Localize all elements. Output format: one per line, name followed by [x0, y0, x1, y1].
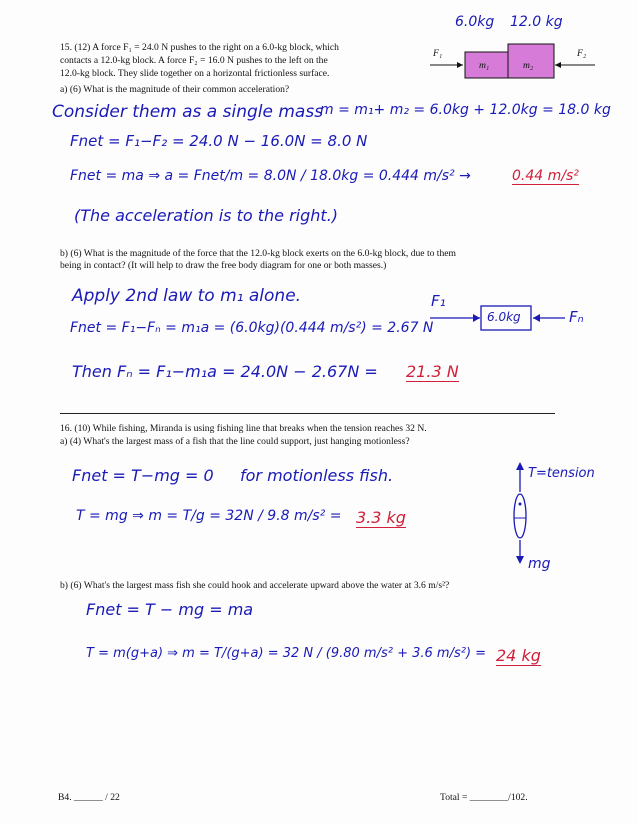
q15-prompt-line-1: 15. (12) A force F₁ = 24.0 N pushes to the right on a 6.0-kg block, which: [60, 42, 339, 53]
fish-free-body-diagram: [500, 456, 630, 586]
q15b-free-body-diagram: [425, 288, 605, 348]
q16a-answer: 3.3 kg: [356, 508, 406, 527]
fbd-block-label: 6.0kg: [487, 310, 521, 324]
fbd-fn-label: Fₙ: [569, 308, 584, 326]
figure-force1-label: F₁: [433, 48, 443, 59]
q15-part-b-question-line-2: being in contact? (It will help to draw the free body diagram for one or both masses.): [60, 260, 387, 271]
fish-weight-label: mg: [528, 556, 551, 572]
q16-prompt: 16. (10) While fishing, Miranda is using fishing line that breaks when the tension reaches 32 N.: [60, 423, 427, 434]
figure-block1-label: m₁: [479, 60, 490, 71]
q15a-work-line-4: (The acceleration is to the right.): [74, 206, 339, 225]
q15a-work-line-2: Fnet = F₁−F₂ = 24.0 N − 16.0N = 8.0 N: [70, 132, 368, 150]
q15a-answer: 0.44 m/s²: [512, 168, 579, 184]
q16a-work-line-1-left: Fnet = T−mg = 0: [72, 466, 214, 485]
q16b-work-line-1: Fnet = T − mg = ma: [86, 600, 254, 619]
q16b-answer: 24 kg: [496, 646, 541, 665]
fish-tension-label: T=tension: [528, 466, 595, 481]
question-divider: [60, 413, 555, 414]
figure-mass1-label: 6.0kg: [455, 14, 495, 30]
q16-part-a-question: a) (4) What's the largest mass of a fish that the line could support, just hanging motionless?: [60, 436, 410, 447]
q15-prompt-line-2: contacts a 12.0-kg block. A force F₂ = 16.0 N pushes to the left on the: [60, 55, 328, 66]
q15-prompt-line-3: 12.0-kg block. They slide together on a horizontal frictionless surface.: [60, 68, 330, 79]
q16a-work-line-2: T = mg ⇒ m = T/g = 32N / 9.8 m/s² =: [76, 508, 342, 524]
q15-part-b-question-line-1: b) (6) What is the magnitude of the force that the 12.0-kg block exerts on the 6.0-kg block, due to them: [60, 248, 456, 259]
q15b-work-line-2: Fnet = F₁−Fₙ = m₁a = (6.0kg)(0.444 m/s²) = 2.67 N: [70, 320, 434, 336]
q15b-work-line-3: Then Fₙ = F₁−m₁a = 24.0N − 2.67N =: [72, 362, 378, 381]
q15a-work-line-1-right: m = m₁+ m₂ = 6.0kg + 12.0kg = 18.0 kg: [320, 102, 611, 118]
q15b-answer: 21.3 N: [406, 362, 459, 381]
q16-part-b-question: b) (6) What's the largest mass fish she could hook and accelerate upward above the water at 3.6 m/s²?: [60, 580, 450, 591]
q15a-work-line-1-left: Consider them as a single mass: [52, 102, 324, 122]
q16a-work-line-1-right: for motionless fish.: [240, 466, 394, 485]
figure-block2-label: m₂: [523, 60, 534, 71]
q15a-work-line-3: Fnet = ma ⇒ a = Fnet/m = 8.0N / 18.0kg = 0.444 m/s² →: [70, 168, 471, 184]
q15-part-a-question: a) (6) What is the magnitude of their common acceleration?: [60, 84, 290, 95]
footer-section-score: B4. ______ / 22: [58, 792, 120, 803]
fbd-f1-label: F₁: [431, 292, 446, 310]
figure-force2-label: F₂: [577, 48, 587, 59]
footer-total-score: Total = ________/102.: [440, 792, 528, 803]
q15b-work-line-1: Apply 2nd law to m₁ alone.: [72, 286, 302, 306]
two-block-figure: [425, 8, 605, 88]
figure-mass2-label: 12.0 kg: [510, 14, 563, 30]
q16b-work-line-2: T = m(g+a) ⇒ m = T/(g+a) = 32 N / (9.80 m/s² + 3.6 m/s²) =: [86, 646, 487, 661]
